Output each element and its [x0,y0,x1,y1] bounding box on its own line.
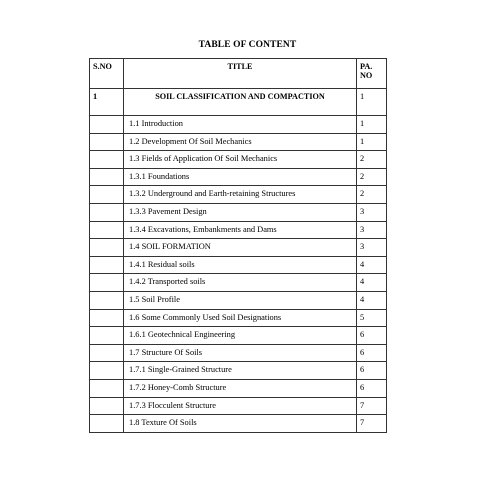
entry-page: 6 [357,379,387,397]
entry-title: 1.3.2 Underground and Earth-retaining Structures [124,186,357,204]
page-header-line1: PA. [360,62,373,71]
page-header-line2: NO [360,71,373,81]
entry-title: 1.6.1 Geotechnical Engineering [124,327,357,345]
entry-title: 1.3.3 Pavement Design [124,203,357,221]
entry-page: 3 [357,203,387,221]
sno-column-header: S.NO [90,59,124,89]
entry-sno-cell [90,116,124,134]
entry-sno-cell [90,133,124,151]
entry-title: 1.5 Soil Profile [124,291,357,309]
entry-page: 7 [357,397,387,415]
chapter-page: 1 [357,89,387,116]
entry-page: 6 [357,362,387,380]
entry-sno-cell [90,186,124,204]
entry-sno-cell [90,168,124,186]
table-row [90,203,387,221]
table-row [90,168,387,186]
entry-page: 1 [357,116,387,134]
entry-page: 3 [357,221,387,239]
entry-sno-cell [90,151,124,169]
entry-sno-cell [90,291,124,309]
chapter-number: 1 [90,89,124,116]
entry-title: 1.7.3 Flocculent Structure [124,397,357,415]
table-row [90,397,387,415]
table-row [90,256,387,274]
entry-sno-cell [90,344,124,362]
entry-sno-cell [90,256,124,274]
table-row [90,291,387,309]
table-row [90,344,387,362]
entry-title: 1.1 Introduction [124,116,357,134]
entry-page: 4 [357,291,387,309]
entry-sno-cell [90,203,124,221]
entry-sno-cell [90,397,124,415]
entry-sno-cell [90,239,124,257]
entry-page: 5 [357,309,387,327]
entry-sno-cell [90,309,124,327]
entry-title: 1.2 Development Of Soil Mechanics [124,133,357,151]
toc-header-row [90,59,387,89]
entry-sno-cell [90,415,124,433]
table-row [90,309,387,327]
table-row [90,133,387,151]
entry-title: 1.3.1 Foundations [124,168,357,186]
entry-title: 1.7.1 Single-Grained Structure [124,362,357,380]
entry-title: 1.3.4 Excavations, Embankments and Dams [124,221,357,239]
table-row [90,151,387,169]
entry-sno-cell [90,327,124,345]
entry-title: 1.6 Some Commonly Used Soil Designations [124,309,357,327]
entry-title: 1.4.1 Residual soils [124,256,357,274]
entry-page: 3 [357,239,387,257]
entry-page: 4 [357,274,387,292]
entry-title: 1.3 Fields of Application Of Soil Mechanics [124,151,357,169]
entry-page: 2 [357,151,387,169]
page-column-header [357,59,387,89]
page-title: TABLE OF CONTENT [198,40,297,50]
entry-page: 7 [357,415,387,433]
entry-page: 6 [357,344,387,362]
table-row [90,327,387,345]
entry-page: 2 [357,168,387,186]
table-row [90,274,387,292]
table-row [90,221,387,239]
table-row [90,186,387,204]
entry-title: 1.4.2 Transported soils [124,274,357,292]
entry-sno-cell [90,379,124,397]
entry-sno-cell [90,362,124,380]
table-row [90,116,387,134]
entry-page: 6 [357,327,387,345]
chapter-title: SOIL CLASSIFICATION AND COMPACTION [124,89,357,116]
entry-title: 1.7.2 Honey-Comb Structure [124,379,357,397]
chapter-row [90,89,387,116]
entry-sno-cell [90,221,124,239]
entry-page: 4 [357,256,387,274]
table-row [90,239,387,257]
entry-title: 1.7 Structure Of Soils [124,344,357,362]
entry-sno-cell [90,274,124,292]
title-column-header: TITLE [124,59,357,89]
table-row [90,362,387,380]
entry-title: 1.8 Texture Of Soils [124,415,357,433]
entry-title: 1.4 SOIL FORMATION [124,239,357,257]
table-row [90,415,387,433]
entry-page: 2 [357,186,387,204]
entry-page: 1 [357,133,387,151]
toc-table [89,58,387,433]
table-row [90,379,387,397]
